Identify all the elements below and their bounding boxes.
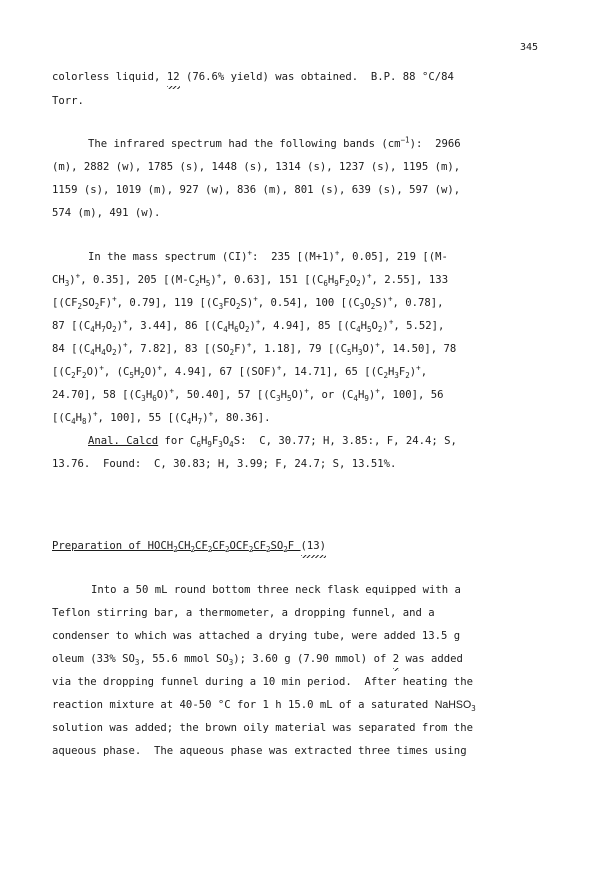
text-line: aqueous phase. The aqueous phase was extracted three times using: [52, 745, 467, 757]
text-line: 84 [$(C_4H_4O_2)^+$, 7.82], 83 [$(SO_2F)^+$, 1.18], 79 [$(C_5H_3O)^+$, 14.50], 78: [52, 340, 457, 358]
page-number: 345: [520, 42, 539, 53]
text-line: [$(CF_2SO_2F)^+$, 0.79], 119 [$(C_3FO_2S)^+$, 0.54], 100 [$(C_3O_2S)^+$, 0.78],: [52, 294, 444, 312]
anal-calcd-label: Anal. Calcd: [88, 435, 159, 447]
text-line: 24.70], 58 [$(C_3H_6O)^+$, 50.40], 57 [$(C_3H_5O)^+$, or $(C_4H_9)^+$, 100], 56: [52, 386, 444, 404]
section-heading: Preparation of $HOCH_2CH_2CF_2CF_2OCF_2CF_2SO_2F$ (13): [52, 540, 327, 555]
text-line: Teflon stirring bar, a thermometer, a dropping funnel, and a: [52, 607, 435, 619]
text-line: oleum (33% $SO_3$, 55.6 mmol $SO_3$); 3.60 g (7.90 mmol) of 2 was added: [52, 653, 463, 668]
text-line: [$(C_2F_2O)^+$, $(C_5H_2O)^+$, 4.94], 67 [(SOF)+, 14.71], 65 [$(C_2H_3F_2)^+$,: [52, 363, 428, 381]
text-line: 13.76. Found: C, 30.83; H, 3.99; F, 24.7; S, 13.51%.: [52, 458, 397, 470]
text-line: Anal. Calcd for $C_6H_9F_3O_4S$: C, 30.77; H, 3.85:, F, 24.4; S,: [88, 435, 457, 450]
compound-number: (13): [300, 540, 327, 552]
text-line: [$(C_4H_8)^+$, 100], 55 [$(C_4H_7)^+$, 80.36].: [52, 409, 271, 427]
text-line: 574 (m), 491 (w).: [52, 207, 161, 219]
text-line: 1159 (s), 1019 (m), 927 (w), 836 (m), 801 (s), 639 (s), 597 (w),: [52, 184, 461, 196]
text-line: In the mass spectrum (CI)+: 235 [(M+1)+, 0.05], 219 [(M-: [88, 248, 448, 263]
text-line: Torr.: [52, 95, 84, 107]
text-line: The infrared spectrum had the following bands $(cm^{-1})$: 2966: [88, 135, 461, 150]
text-line: $CH_3)^+$, 0.35], 205 [$(M-C_2H_5)^+$, 0.63], 151 [$(C_6H_9F_2O_2)^+$, 2.55], 133: [52, 271, 449, 289]
text-line: reaction mixture at 40-50 °C for 1 h 15.0 mL of a saturated NaHSO$_3$: [52, 699, 476, 714]
text-line: colorless liquid, 12 (76.6% yield) was obtained. B.P. 88 °C/84: [52, 71, 454, 83]
text-line: via the dropping funnel during a 10 min period. After heating the: [52, 676, 473, 688]
text-line: (m), 2882 (w), 1785 (s), 1448 (s), 1314 (s), 1237 (s), 1195 (m),: [52, 161, 461, 173]
text-line: 87 [$(C_4H_7O_2)^+$, 3.44], 86 [$(C_4H_6O_2)^+$, 4.94], 85 [$(C_4H_5O_2)^+$, 5.52],: [52, 317, 445, 335]
text-line: Into a 50 mL round bottom three neck flask equipped with a: [91, 584, 461, 596]
text-line: solution was added; the brown oily material was separated from the: [52, 722, 473, 734]
compound-number: 2: [392, 653, 400, 665]
compound-number: 12: [166, 71, 180, 83]
text-line: condenser to which was attached a drying tube, were added 13.5 g: [52, 630, 461, 642]
